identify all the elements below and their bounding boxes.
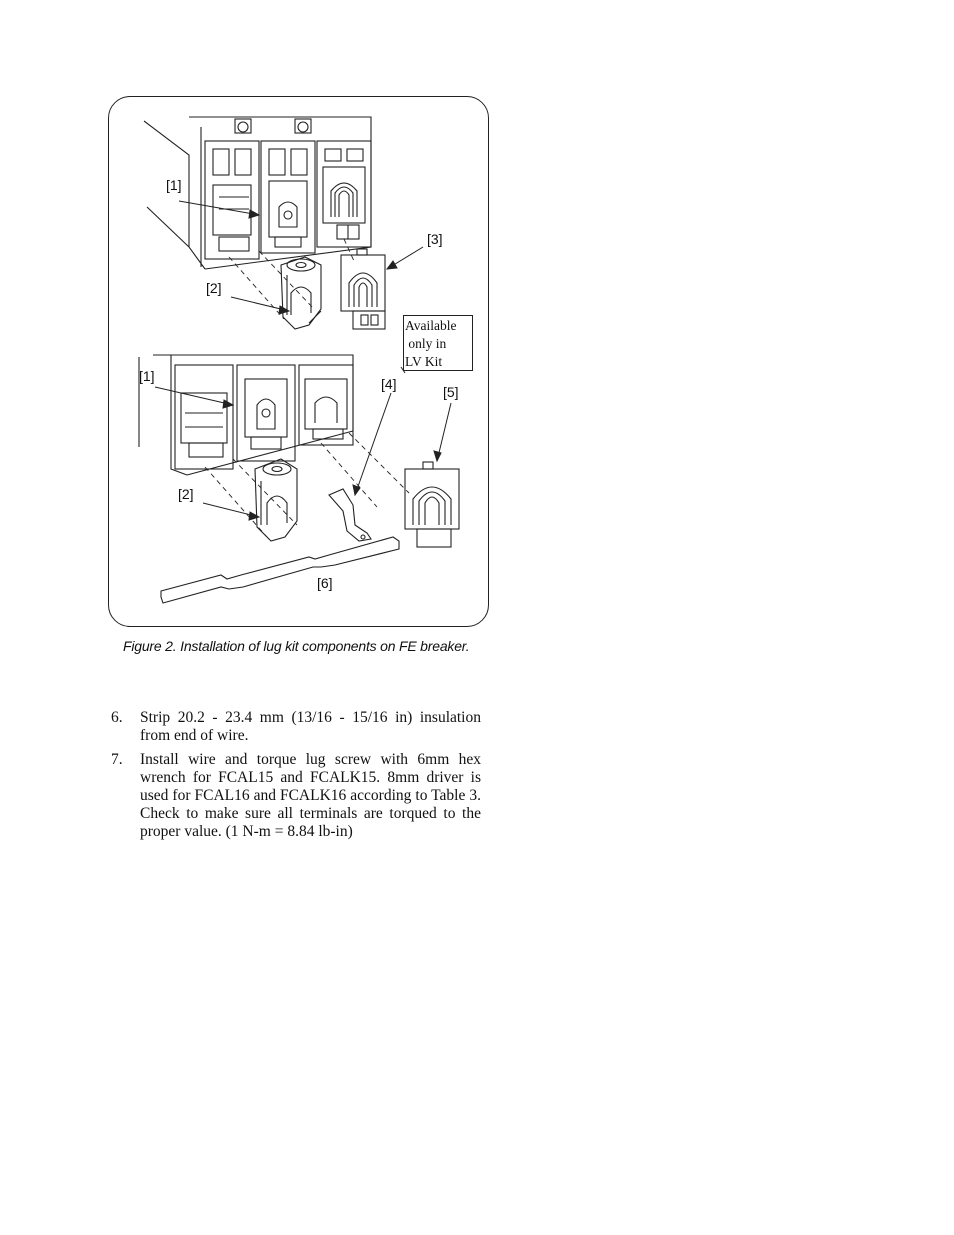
callout-3: [3] xyxy=(427,231,443,247)
barrier-plate xyxy=(161,537,399,603)
top-terminal-cover xyxy=(341,249,385,329)
figure-frame xyxy=(108,96,489,627)
callout-2-bottom: [2] xyxy=(178,486,194,502)
bottom-guides xyxy=(205,433,409,537)
bottom-breaker-housing xyxy=(139,355,353,475)
callout-2-top: [2] xyxy=(206,280,222,296)
top-breaker-housing xyxy=(144,117,371,269)
callout-4: [4] xyxy=(381,376,397,392)
instruction-steps xyxy=(111,709,481,847)
availability-line-2: only in xyxy=(405,336,447,351)
callout-1-top: [1] xyxy=(166,177,182,193)
top-lug xyxy=(281,257,321,329)
step-number: 7. xyxy=(111,751,123,768)
availability-line-3: LV Kit xyxy=(405,354,443,369)
callout-5: [5] xyxy=(443,384,459,400)
step-text: Strip 20.2 - 23.4 mm (13/16 - 15/16 in) insulation from end of wire. xyxy=(140,709,481,744)
figure-caption: Figure 2. Installation of lug kit components on FE breaker. xyxy=(123,638,470,654)
availability-note xyxy=(403,315,473,371)
step-6 xyxy=(111,709,481,745)
bottom-terminal-cover xyxy=(405,462,459,547)
step-number: 6. xyxy=(111,709,123,726)
bracket-part xyxy=(329,489,371,541)
bottom-lug xyxy=(255,459,297,541)
availability-line-1: Available xyxy=(405,318,457,333)
callout-1-bottom: [1] xyxy=(139,368,155,384)
callout-6: [6] xyxy=(317,575,333,591)
step-text: Install wire and torque lug screw with 6mm hex wrench for FCAL15 and FCALK15. 8mm driver is used for FCAL16 and FCALK16 according to Table 3. Check to make sure all terminals are torqued to the proper value. (1 N-m = 8.84 lb-in) xyxy=(140,751,481,840)
step-7 xyxy=(111,751,481,841)
